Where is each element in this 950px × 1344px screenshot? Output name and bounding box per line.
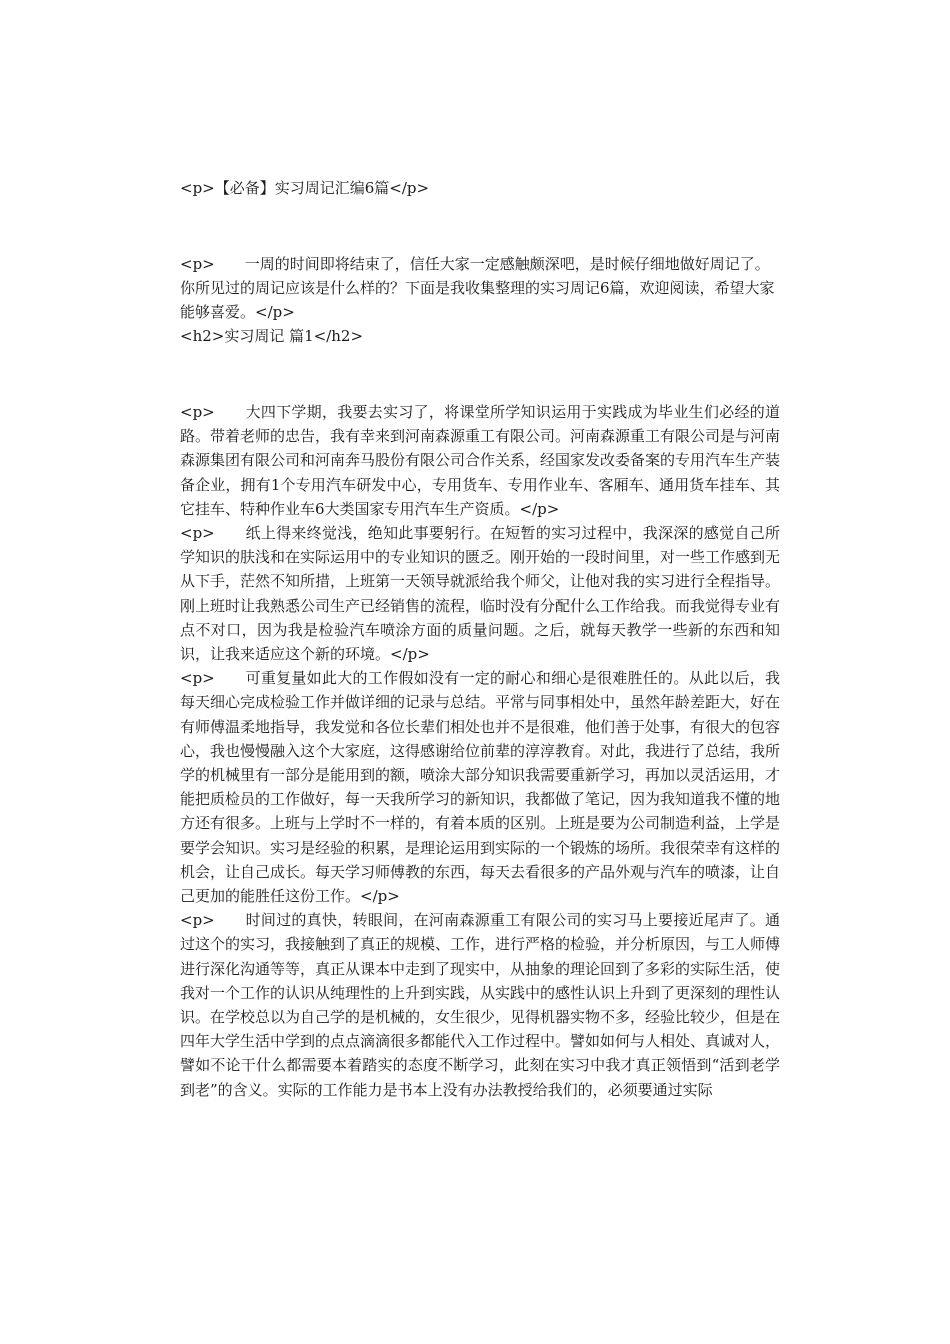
document-title: <p>【必备】实习周记汇编6篇</p> — [180, 179, 430, 197]
paragraph-3: <p> 可重复量如此大的工作假如没有一定的耐心和细心是很难胜任的。从此以后，我每天细心完成检验工作并做详细的记录与总结。平常与同事相处中，虽然年龄差距大，好在有师傅温柔地指导，我发觉和各位长辈们相处也并不是很难，他们善于处事，有很大的包容心，我也慢慢融入这个大家庭，这得感谢给位前辈的淳淳教育。对此，我进行了总结，我所学的机械里有一部分是能用到的额，喷涂大部分知识我需要重新学习，再加以灵活运用，才能把质检员的工作做好，每一天我所学习的新知识，我都做了笔记，因为我知道我不懂的地方还有很多。上班与上学时不一样的，有着本质的区别。上班是要为公司制造利益，上学是要学会知识。实习是经验的积累，是理论运用到实际的一个锻炼的场所。我很荣幸有这样的机会，让自己成长。每天学习师傅教的东西，每天去看很多的产品外观与汽车的喷漆，让自己更加的能胜任这份工作。</p> — [180, 669, 781, 906]
paragraph-4: <p> 时间过的真快，转眼间，在河南森源重工有限公司的实习马上要接近尾声了。通过这个的实习，我接触到了真正的规模、工作，进行严格的检验，并分析原因，与工人师傅进行深化沟通等等，真正从课本中走到了现实中，从抽象的理论回到了多彩的实际生活，使我对一个工作的认识从纯理性的上升到实践，从实践中的感性认识上升到了更深刻的理性认识。在学校总以为自己学的是机械的，女生很少，见得机器实物不多，经验比较少，但是在四年大学生活中学到的点点滴滴很多都能代入工作过程中。譬如如何与人相处、真诚对人，譬如不论干什么都需要本着踏实的态度不断学习，此刻在实习中我才真正领悟到“活到老学到老”的含义。实际的工作能力是书本上没有办法教授给我们的，必须要通过实际 — [180, 911, 781, 1099]
paragraph-2: <p> 纸上得来终觉浅，绝知此事要躬行。在短暂的实习过程中，我深深的感觉自己所学知识的肤浅和在实际运用中的专业知识的匮乏。刚开始的一段时间里，对一些工作感到无从下手，茫然不知所措，上班第一天领导就派给我个师父，让他对我的实习进行全程指导。刚上班时让我熟悉公司生产已经销售的流程，临时没有分配什么工作给我。而我觉得专业有点不对口，因为我是检验汽车喷涂方面的质量问题。之后，就每天教学一些新的东西和知识，让我来适应这个新的环境。</p> — [180, 524, 781, 664]
intro-paragraph: <p> 一周的时间即将结束了，信任大家一定感触颇深吧，是时候仔细地做好周记了。你所见过的周记应该是什么样的？下面是我收集整理的实习周记6篇，欢迎阅读，希望大家能够喜爱。</p> — [180, 255, 775, 321]
section-heading: <h2>实习周记 篇1</h2> — [180, 327, 364, 345]
paragraph-1: <p> 大四下学期，我要去实习了，将课堂所学知识运用于实践成为毕业生们必经的道路。带着老师的忠告，我有幸来到河南森源重工有限公司。河南森源重工有限公司是与河南森源集团有限公司和河南奔马股份有限公司合作关系，经国家发改委备案的专用汽车生产装备企业，拥有1个专用汽车研发中心，专用货车、专用作业车、客厢车、通用货车挂车、其它挂车、特种作业车6大类国家专用汽车生产资质。</p> — [180, 403, 781, 518]
body-text — [180, 400, 780, 1102]
